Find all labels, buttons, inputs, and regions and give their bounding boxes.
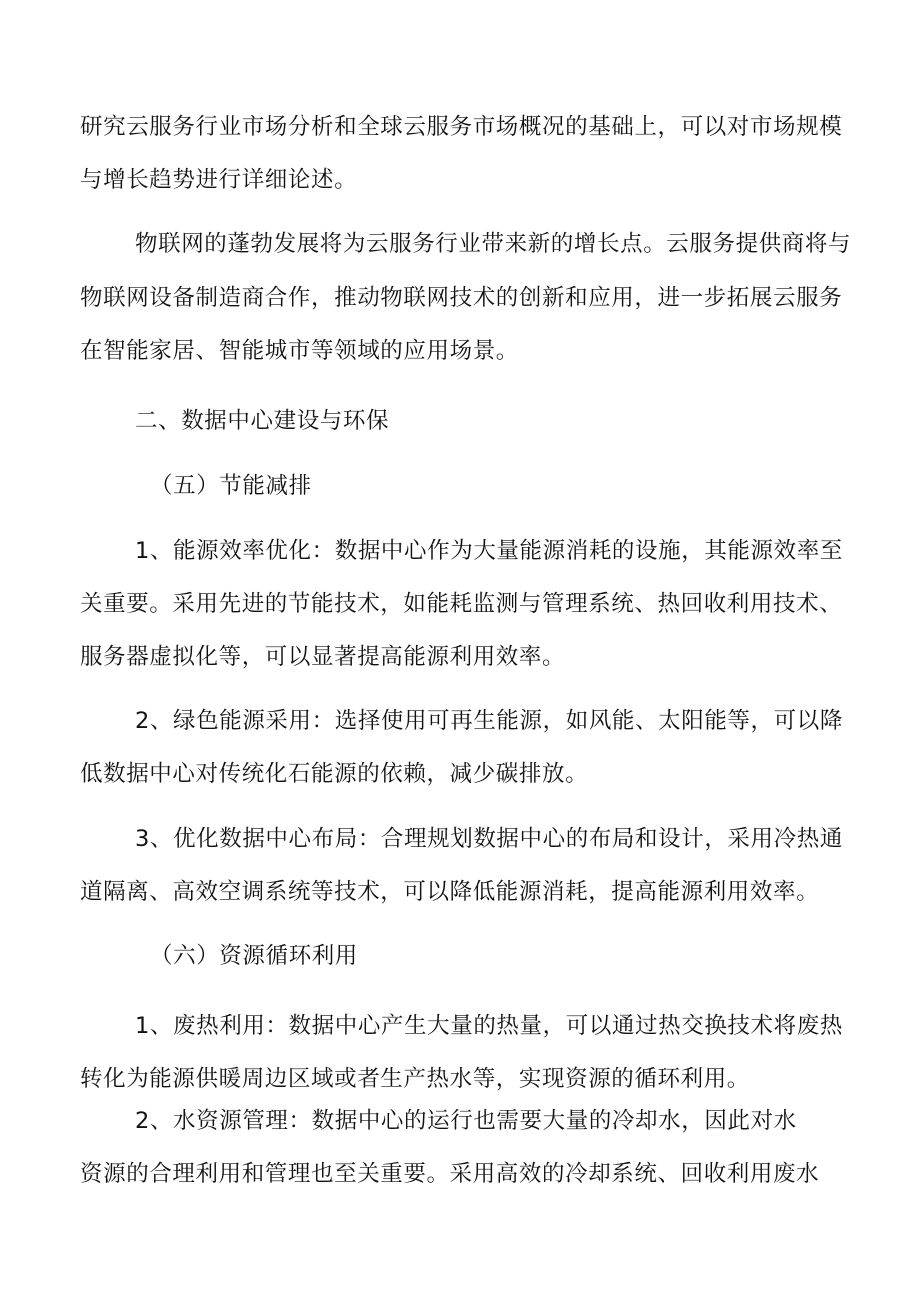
list-item-line: 转化为能源供暖周边区域或者生产热水等，实现资源的循环利用。 <box>80 1066 750 1092</box>
list-item-line: 2、水资源管理：数据中心的运行也需要大量的冷却水，因此对水 <box>135 1108 797 1134</box>
list-item-line: 1、废热利用：数据中心产生大量的热量，可以通过热交换技术将废热 <box>135 1013 843 1039</box>
paragraph-line: 物联网设备制造商合作，推动物联网技术的创新和应用，进一步拓展云服务 <box>80 285 843 311</box>
list-item-line: 关重要。采用先进的节能技术，如能耗监测与管理系统、热回收利用技术、 <box>80 591 843 617</box>
paragraph-line: 在智能家居、智能城市等领域的应用场景。 <box>80 338 519 364</box>
list-item-line: 道隔离、高效空调系统等技术，可以降低能源消耗，提高能源利用效率。 <box>80 879 820 905</box>
list-item-line: 1、能源效率优化：数据中心作为大量能源消耗的设施，其能源效率至 <box>135 538 843 564</box>
list-item-line: 低数据中心对传统化石能源的依赖，减少碳排放。 <box>80 761 589 787</box>
subsection-heading: （六）资源循环利用 <box>150 943 358 969</box>
subsection-heading: （五）节能减排 <box>150 473 312 499</box>
list-item-line: 3、优化数据中心布局：合理规划数据中心的布局和设计，采用冷热通 <box>135 826 843 852</box>
list-item-line: 服务器虚拟化等，可以显著提高能源利用效率。 <box>80 644 566 670</box>
list-item-line: 2、绿色能源采用：选择使用可再生能源，如风能、太阳能等，可以降 <box>135 708 843 734</box>
section-heading: 二、数据中心建设与环保 <box>135 408 390 434</box>
list-item-line: 资源的合理利用和管理也至关重要。采用高效的冷却系统、回收利用废水 <box>80 1161 820 1187</box>
paragraph-line: 物联网的蓬勃发展将为云服务行业带来新的增长点。云服务提供商将与 <box>135 231 852 257</box>
paragraph-line: 与增长趋势进行详细论述。 <box>80 167 358 193</box>
paragraph-line: 研究云服务行业市场分析和全球云服务市场概况的基础上，可以对市场规模 <box>80 114 843 140</box>
